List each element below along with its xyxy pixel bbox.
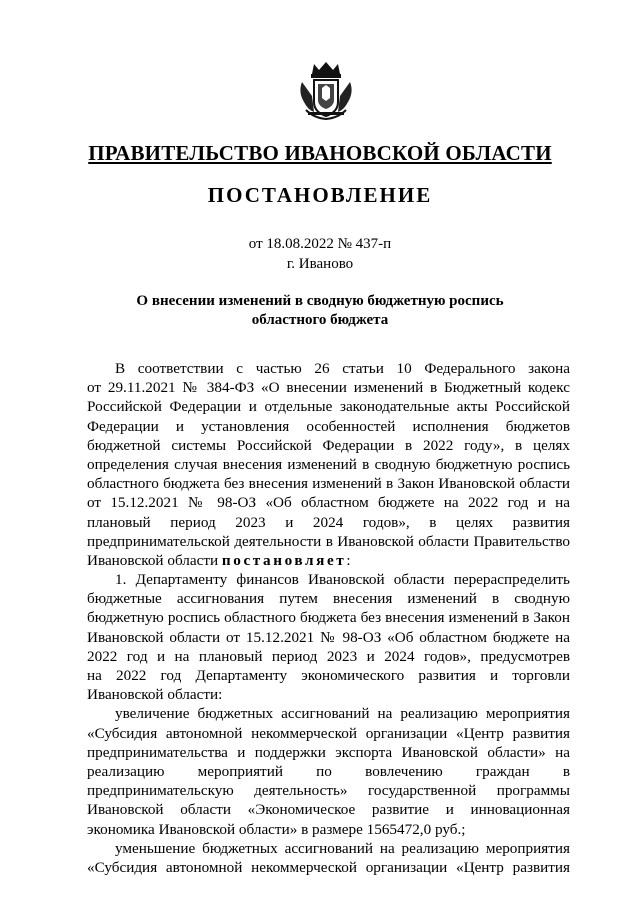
decree-prefix: Ивановской области: [87, 551, 219, 569]
body-line: определения случая внесения изменений в сводную бюджетную роспись: [87, 455, 570, 473]
body-line: Ивановской области от 15.12.2021 № 98-ОЗ «Об областном бюджете на: [87, 628, 570, 646]
body-line: увеличение бюджетных ассигнований на реализацию мероприятия: [115, 705, 570, 723]
body-line: «Субсидия автономной некоммерческой организации «Центр развития: [87, 724, 570, 742]
body-line: бюджетной системы Российской Федерации в 2022 году», в целях: [87, 436, 570, 454]
body-line: экономика Ивановской области» в размере 1565472,0 руб.;: [87, 820, 466, 838]
body-line: предпринимательскую деятельность» государственной программы: [87, 782, 570, 800]
body-line: «Субсидия автономной некоммерческой организации «Центр развития: [87, 858, 570, 876]
government-title: ПРАВИТЕЛЬСТВО ИВАНОВСКОЙ ОБЛАСТИ: [88, 141, 552, 165]
body-line: уменьшение бюджетных ассигнований на реализацию мероприятия: [115, 839, 570, 857]
body-line: от 15.12.2021 № 98-ОЗ «Об областном бюджете на 2022 год и на: [87, 494, 570, 512]
body-line: областного бюджета без внесения изменений в Закон Ивановской области: [87, 475, 570, 493]
body-line: предпринимательства и поддержки экспорта Ивановской области» на: [87, 743, 570, 761]
subject-line: областного бюджета: [251, 312, 389, 328]
body-line: предпринимательской деятельности в Ивановской области Правительство: [87, 532, 570, 550]
subject-line: О внесении изменений в сводную бюджетную роспись: [136, 293, 504, 309]
decree-colon: :: [346, 551, 351, 569]
body-line: бюджетную роспись областного бюджета без внесения изменений в Закон: [87, 609, 570, 627]
body-line: В соответствии с частью 26 статьи 10 Федерального закона: [115, 360, 570, 377]
body-line: плановый период 2023 и 2024 годов», в целях развития: [87, 513, 570, 531]
body-line: Ивановской области:: [87, 686, 223, 704]
body-line: от 29.11.2021 № 384-ФЗ «О внесении изменений в Бюджетный кодекс: [87, 379, 570, 397]
decree-line: [87, 551, 570, 570]
body-line: реализацию мероприятий по вовлечению граждан в: [87, 762, 570, 780]
body-line: Федерации и установления особенностей исполнения бюджетов: [87, 417, 570, 435]
date-number: от 18.08.2022 № 437-п: [248, 236, 392, 252]
body-line: Ивановской области «Экономическое развитие и инновационная: [87, 801, 570, 819]
document-body: [87, 359, 570, 877]
decree-word: постановляет: [221, 551, 347, 569]
city: г. Иваново: [286, 256, 354, 272]
document-type: ПОСТАНОВЛЕНИЕ: [207, 183, 433, 207]
body-line: 2022 год и на плановый период 2023 и 2024 годов», предусмотрев: [87, 647, 570, 665]
body-line: 1. Департаменту финансов Ивановской области перераспределить: [115, 571, 570, 589]
body-line: бюджетные ассигнования путем внесения изменений в сводную: [87, 590, 570, 608]
document-subject: [0, 292, 640, 330]
coat-of-arms-icon: [296, 60, 356, 122]
body-line: Российской Федерации и отдельные законодательные акты Российской: [87, 398, 570, 416]
body-line: на 2022 год Департаменту экономического развития и торговли: [87, 667, 570, 684]
